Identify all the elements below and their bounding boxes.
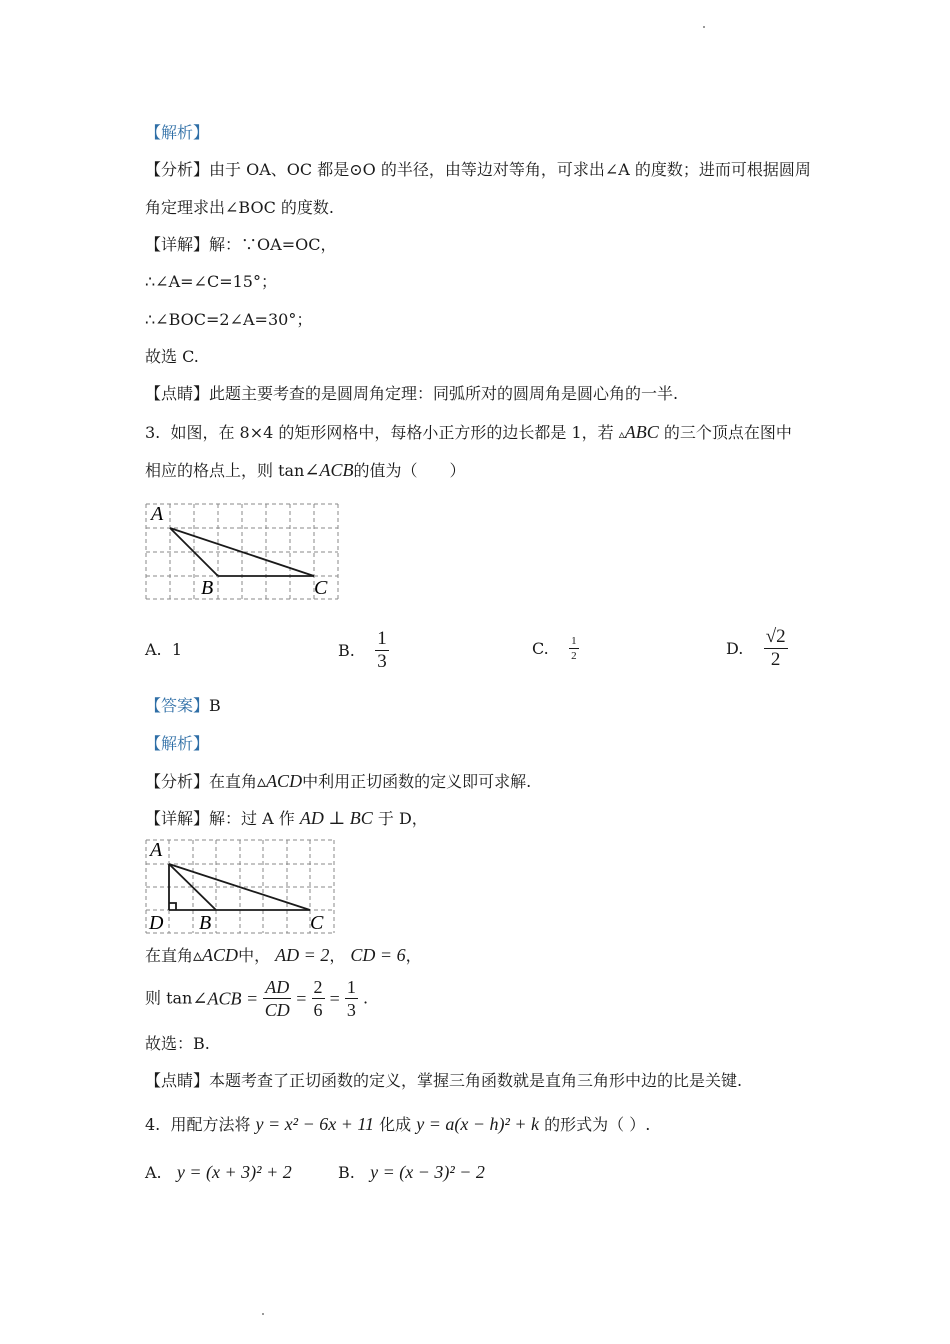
q3-stem-line-1: 3. 如图，在 8×4 的矩形网格中，每格小正方形的边长都是 1，若 ▵ABC 的三个顶点在图中 xyxy=(145,422,792,442)
calc-line-2: 则 tan∠ACB = $\frac{AD}{CD}$ = $\frac{2}{6}$ = $\frac{1}{3}$ . xyxy=(145,977,369,1020)
answer-line: 【答案】B xyxy=(145,696,221,715)
calc-line-1: 在直角▵ACD中， AD = 2， CD = 6， xyxy=(145,945,422,965)
option-a[interactable]: A. 1 xyxy=(145,640,182,659)
detail-step-1: ∴∠A=∠C=15°； xyxy=(145,272,277,291)
label-c: C xyxy=(314,577,328,599)
decorative-dot xyxy=(703,26,705,28)
q3-detail: 【详解】解：过 A 作 AD ⊥ BC 于 D， xyxy=(145,808,428,828)
grid-figure-2 xyxy=(140,835,345,939)
q3-stem-line-2: 相应的格点上，则 tan∠ACB的值为（ ） xyxy=(145,460,466,480)
decorative-dot xyxy=(262,1313,264,1315)
q3-jiexi-heading: 【解析】 xyxy=(145,734,210,753)
q3-choose: 故选：B. xyxy=(145,1034,210,1053)
q4-stem: 4. 用配方法将 y = x² − 6x + 11 化成 y = a(x − h)² + k 的形式为（ ）. xyxy=(145,1114,651,1134)
grid-figure-1 xyxy=(140,498,350,603)
option-d[interactable]: D. $\frac{√2}{2}$ xyxy=(726,626,786,670)
label2-b: B xyxy=(199,912,212,934)
label-b: B xyxy=(201,577,214,599)
label-a: A xyxy=(151,503,164,525)
option-b[interactable]: B. $\frac{1}{3}$ xyxy=(338,628,387,672)
q3-analysis: 【分析】在直角▵ACD中利用正切函数的定义即可求解. xyxy=(145,771,532,791)
q3-key-point: 【点睛】本题考查了正切函数的定义，掌握三角函数就是直角三角形中边的比是关键. xyxy=(145,1071,743,1090)
label2-a: A xyxy=(150,839,163,861)
key-point: 【点睛】此题主要考查的是圆周角定理：同弧所对的圆周角是圆心角的一半. xyxy=(145,384,679,403)
detail-step-2: ∴∠BOC=2∠A=30°； xyxy=(145,310,313,329)
q4-option-a[interactable]: A. y = (x + 3)² + 2 xyxy=(145,1162,292,1182)
analysis-line-1: 【分析】由于 OA、OC 都是⊙O 的半径，由等边对等角，可求出∠A 的度数；进而可根据圆周 xyxy=(145,160,811,179)
q4-option-b[interactable]: B. y = (x − 3)² − 2 xyxy=(338,1162,485,1182)
section-jiexi-heading: 【解析】 xyxy=(145,123,210,142)
label2-d: D xyxy=(149,912,164,934)
label2-c: C xyxy=(310,912,324,934)
detail-line-1: 【详解】解：∵OA=OC， xyxy=(145,235,337,254)
option-c[interactable]: C. $\frac{1}{2}$ xyxy=(532,635,577,662)
choose-answer: 故选 C. xyxy=(145,347,199,366)
analysis-line-2: 角定理求出∠BOC 的度数. xyxy=(145,198,334,217)
